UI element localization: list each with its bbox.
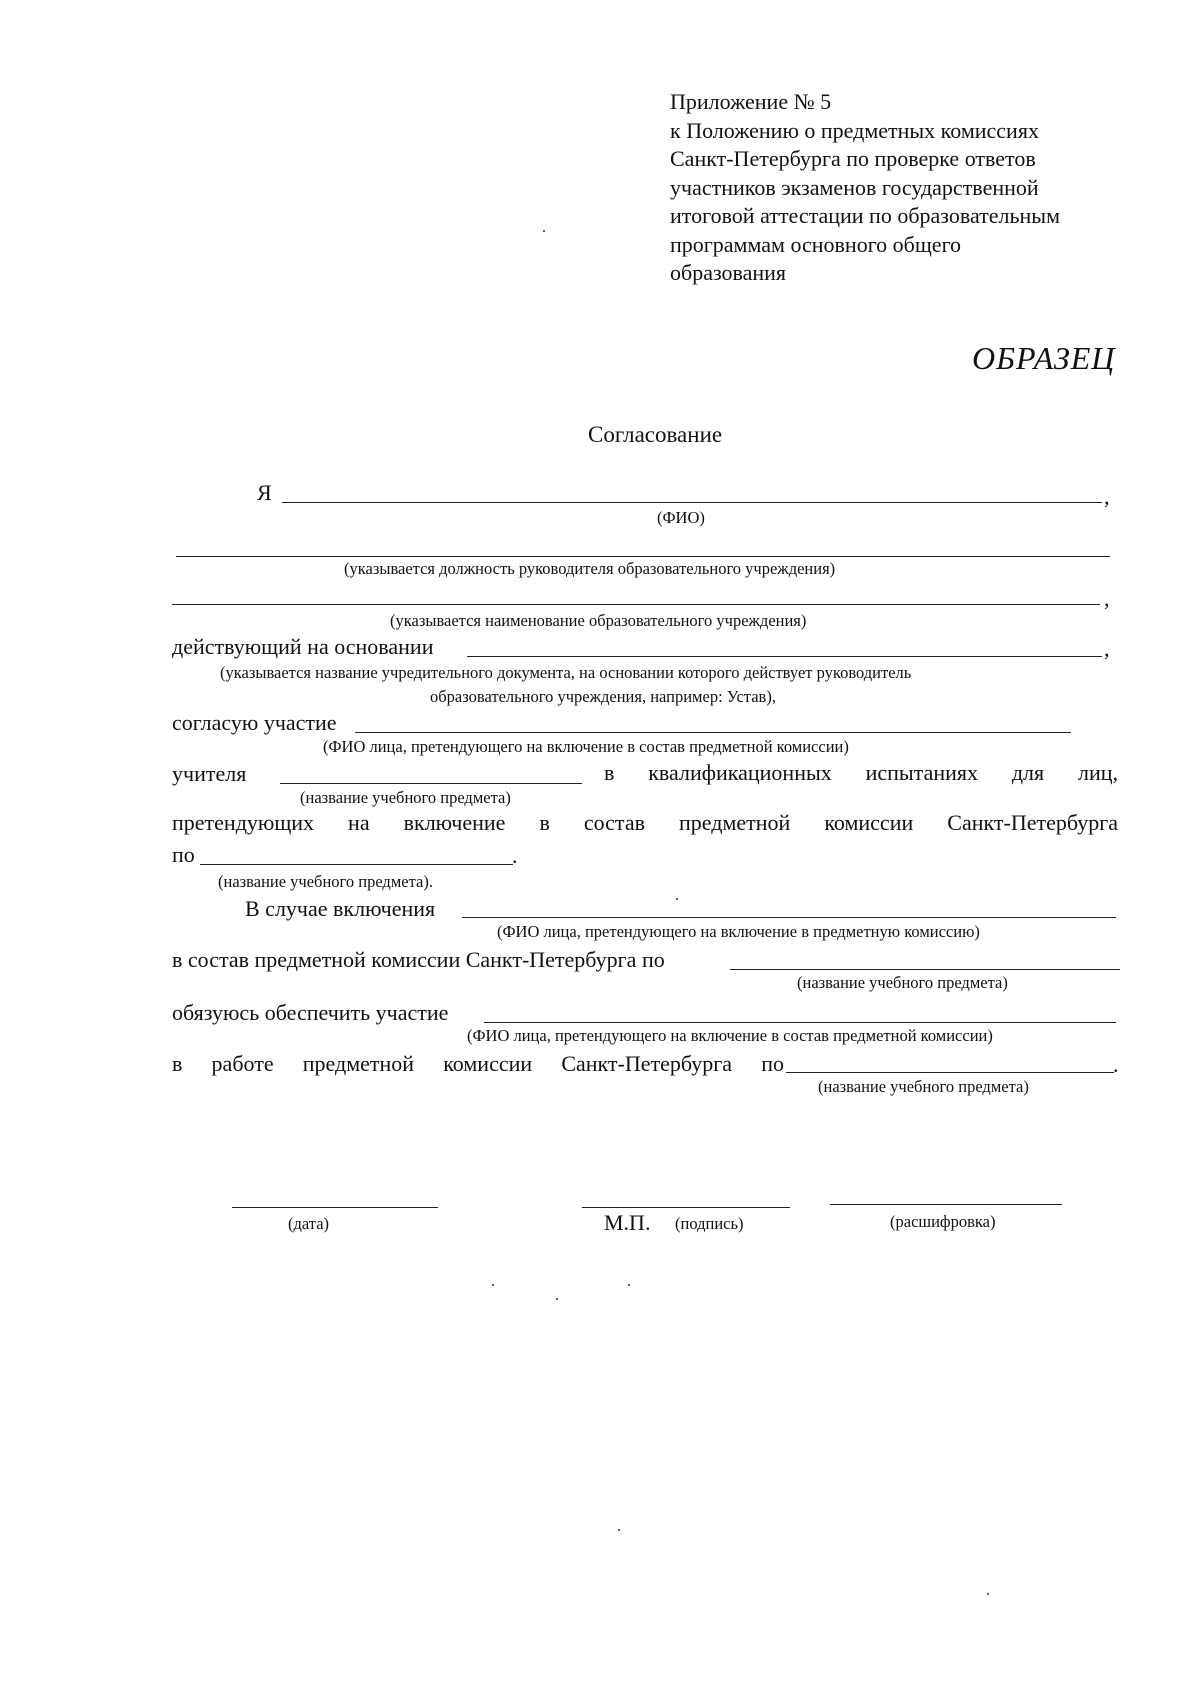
scan-speck: [618, 1529, 620, 1531]
subject-caption-1: (название учебного предмета): [300, 788, 511, 807]
scan-speck: [492, 1284, 494, 1286]
scan-speck: [987, 1593, 989, 1595]
subject-caption-2: (название учебного предмета).: [218, 872, 433, 891]
document-title: Согласование: [588, 422, 723, 447]
acting-label: действующий на основании: [172, 634, 434, 659]
subject-caption-3: (название учебного предмета): [797, 973, 1008, 992]
work-text: в работе предметной комиссии Санкт-Петербурга по: [172, 1051, 784, 1076]
comma: ,: [1104, 586, 1110, 611]
sample-mark: ОБРАЗЕЦ: [972, 340, 1116, 376]
candidate-line-1: [355, 732, 1071, 733]
document-line: [467, 656, 1102, 657]
candidate-caption-2: (ФИО лица, претендующего на включение в предметную комиссию): [497, 922, 980, 941]
period: .: [512, 843, 518, 868]
candidate-caption-3: (ФИО лица, претендующего на включение в состав предметной комиссии): [467, 1026, 993, 1045]
decode-line: [830, 1204, 1062, 1205]
candidate-caption-1: (ФИО лица, претендующего на включение в состав предметной комиссии): [323, 737, 849, 756]
stamp-label: М.П.: [604, 1210, 651, 1235]
scan-speck: [543, 230, 545, 232]
institution-caption: (указывается наименование образовательного учреждения): [390, 611, 807, 630]
qualification-text: в квалификационных испытаниях для лиц,: [604, 760, 1118, 785]
inclusion-label: В случае включения: [245, 896, 436, 921]
candidate-line-3: [484, 1022, 1116, 1023]
annex-line: Приложение № 5: [670, 89, 832, 114]
scan-speck: [556, 1298, 558, 1300]
annex-line: участников экзаменов государственной: [670, 174, 1039, 200]
annex-header: [670, 88, 1060, 288]
fio-line: [282, 502, 1102, 503]
comma: ,: [1104, 484, 1110, 509]
scan-speck: [628, 1284, 630, 1286]
fio-caption: (ФИО): [657, 508, 705, 527]
annex-line: к Положению о предметных комиссиях: [670, 117, 1039, 143]
document-caption-2: образовательного учреждения, например: Устав),: [430, 687, 776, 706]
annex-line: Санкт-Петербурга по проверке ответов: [670, 146, 1036, 171]
i-label: Я: [257, 480, 272, 505]
candidate-line-2: [462, 917, 1116, 918]
annex-line: программам основного общего: [670, 231, 962, 257]
comma: ,: [1104, 636, 1110, 661]
commission-label: в состав предметной комиссии Санкт-Петербурга по: [172, 947, 665, 972]
claiming-text: претендующих на включение в состав предметной комиссии Санкт-Петербурга: [172, 810, 1118, 835]
subject-caption-4: (название учебного предмета): [818, 1077, 1029, 1096]
subject-line-2: [200, 864, 513, 865]
scan-speck: [676, 898, 678, 900]
position-line: [176, 556, 1110, 557]
period: .: [1113, 1052, 1119, 1077]
po-label: по: [172, 842, 195, 867]
subject-line-3: [730, 969, 1120, 970]
agree-label: согласую участие: [172, 710, 337, 735]
subject-line-1: [280, 783, 582, 784]
annex-line: итоговой аттестации по образовательным: [670, 203, 1061, 228]
signature-caption: (подпись): [675, 1214, 744, 1233]
position-caption: (указывается должность руководителя образовательного учреждения): [344, 559, 836, 578]
date-caption: (дата): [288, 1214, 330, 1233]
subject-line-4: [786, 1072, 1114, 1073]
date-line: [232, 1207, 438, 1208]
oblige-label: обязуюсь обеспечить участие: [172, 1000, 449, 1025]
institution-line: [172, 604, 1100, 605]
signature-line: [582, 1207, 790, 1208]
document-caption-1: (указывается название учредительного документа, на основании которого действует руководитель: [220, 663, 912, 682]
decode-caption: (расшифровка): [890, 1212, 996, 1231]
annex-line: образования: [670, 260, 787, 285]
teacher-label: учителя: [172, 761, 247, 786]
